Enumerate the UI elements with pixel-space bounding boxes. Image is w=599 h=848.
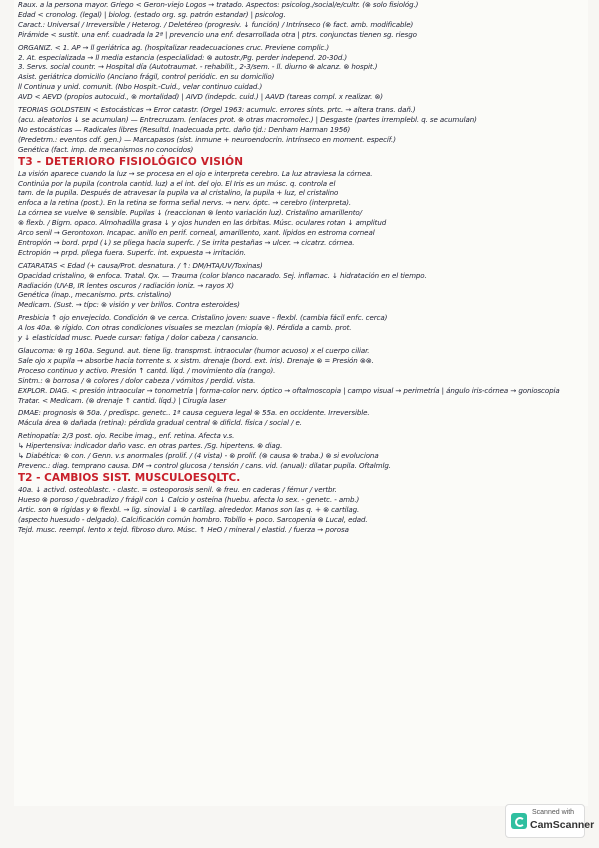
note-line: 3. Servs. social countr. → Hospital día (Autotraumat. - rehabilit., 2-3/sem. - ll. diurno ⊗ alcanz. ⊗ hospit.) (18, 62, 378, 72)
note-line: ↳ Hipertensiva: indicador daño vasc. en otras partes. /Sg. hipertens. ⊗ diag. (18, 441, 283, 451)
camscanner-watermark (505, 804, 595, 838)
note-line: Arco senil → Gerontoxon. Incapac. anillo en perif. corneal, amarillento, xant. lípidos en estroma corneal (18, 228, 375, 238)
note-line: Prevenc.: diag. temprano causa. DM → control glucosa / tensión / cans. vid. (anual): dilatar pupila. Oftalmlg. (18, 460, 391, 470)
note-line: Sintm.: ⊗ borrosa / ⊗ colores / dolor cabeza / vómitos / perdid. vista. (18, 375, 256, 385)
note-line: Genética (inap., mecanismo. prts. cristalino) (18, 290, 172, 300)
camscanner-logo-icon (511, 813, 527, 829)
note-line: Glaucoma: ⊗ rg 160a. Segund. aut. tiene lig. transpmst. intraocular (humor acuoso) x el cuerpo ciliar. (18, 346, 370, 355)
scanner-caption: Scanned with (532, 809, 575, 816)
note-line: Opacidad cristalino, ⊗ enfoca. Tratal. Qx. — Trauma (color blanco nacarado. Sej. inflamac. ↓ hidratación en el tiempo. (18, 270, 427, 280)
note-line: DMAE: prognosis ⊗ 50a. / predispc. genetc.. 1ª causa ceguera legal ⊗ 55a. en occidente. Irreversible. (18, 408, 370, 418)
note-line: Asist. geriátrica domicilio (Anciano frágil, control periódic. en su domicilio) (18, 72, 275, 82)
note-line: Entropión → bord. prpd (↓) se pliega hacia superfc. / Se irrita pestañas → ulcer. → cicatrz. córnea. (18, 237, 355, 247)
note-line: enfoca a la retina (post.). En la retina se forma señal nervs. → nerv. óptc. → cerebro (interpreta). (18, 198, 352, 208)
note-line: (acu. aleatorios ↓ se acumulan) — Entrecruzam. (enlaces prot. ⊗ otras macromolec.) | Desgaste (partes irremplebl. q. se acumulan) (18, 114, 477, 124)
note-line: CATARATAS < Edad (+ causa/Prot. desnatura. / ↑: DM/HTA/UV/Toxinas) (18, 260, 263, 270)
note-line: 2. At. especializada → ll media estancia (especialidad: ⊗ autostr./Pg. perder independ. 20-30d.) (18, 52, 348, 62)
note-line: ll Continua y unid. comunit. (Nbo Hospit.-Cuid., velar continuo cuidad.) (18, 82, 263, 92)
note-line: Proceso continuo y activo. Presión ↑ cantd. líqd. / movimiento día (rango). (18, 365, 276, 375)
note-line: TEORIAS GOLDSTEIN < Estocásticas → Error catastr. (Orgel 1963: acumulc. errores sínts. prtc. → altera trans. dañ.) (18, 105, 416, 115)
section-heading-vision: T3 - DETERIORO FISIOLÓGICO VISIÓN (18, 155, 244, 168)
note-line: Caract.: Universal / Irreversible / Heterog. / Deletéreo (progresiv. ↓ función) / Intrínseco (⊗ fact. amb. modificable) (18, 19, 414, 29)
note-line: Raux. a la persona mayor. Griego < Geron-viejo Logos → tratado. Aspectos: psicolog./social/e/cultr. (⊗ solo fisiológ.) (18, 0, 419, 9)
note-line: Radiación (UV-B, IR lentes oscuros / radiación ioniz. → rayos X) (18, 280, 234, 290)
notes-page (14, 0, 588, 806)
note-line: EXPLOR. DIAG. < presión intraocular → tonometría | forma-color nerv. óptico → oftalmoscopia | campo visual → perimetría | ángulo iris-córnea → gonioscopia (18, 385, 560, 395)
note-line: Hueso ⊗ poroso / quebradizo / frágil con ↓ Calcio y osteína (huebu. afecta lo sex. - genetc. - amb.) (18, 494, 360, 504)
note-line: (aspecto huesudo - delgado). Calcificación común hombro. Tobillo + poco. Sarcopenia ⊗ Lucal, edad. (18, 514, 368, 524)
note-line: Sale ojo x pupila → absorbe hacia torrente s. x sistm. drenaje (bord. ext. iris). Drenaje ⊗ = Presión ⊗⊗. (18, 355, 374, 365)
note-line: La córnea se vuelve ⊗ sensible. Pupilas ↓ (reaccionan ⊗ lento variación luz). Cristalino amarillento/ (18, 208, 362, 218)
note-line: (Predetrm.: eventos cdf. gen.) — Marcapasos (sist. inmune + neuroendocrin. intrínseco en moment. específ.) (18, 134, 396, 144)
note-line: A los 40a. ⊗ rígido. Con otras condiciones visuales se mezclan (miopía ⊗). Pérdida a camb. prot. (18, 323, 352, 333)
note-line: Tejd. musc. reempl. lento x tejd. fibroso duro. Músc. ↑ HeO / mineral / elastid. / fuerza → porosa (18, 524, 349, 534)
note-line: Medicam. (Sust. → típc: ⊗ visión y ver brillos. Contra esteroides) (18, 300, 240, 310)
note-line: La visión aparece cuando la luz → se procesa en el ojo e interpreta cerebro. La luz atraviesa la córnea. (18, 168, 373, 178)
scanner-brand: CamScanner (530, 819, 595, 831)
note-line: Mácula área ⊗ dañada (retina): pérdida gradual central ⊗ dificld. física / social / e. (18, 418, 302, 428)
note-line: Genética (fact. imp. de mecanismos no conocidos) (18, 144, 194, 154)
note-line: Artic. son ⊗ rígidas y ⊗ flexbl. → lig. sinovial ↓ ⊗ cartilag. alrededor. Manos son las q. + ⊗ cartilag. (18, 504, 360, 514)
note-line: ↳ Diabética: ⊗ con. / Genn. v.s anormales (prolif. / (4 vista) - ⊗ prolif. (⊗ causa ⊗ traba.) ⊗ si evoluciona (18, 451, 379, 461)
note-line: Edad < cronolog. (legal) | biolog. (estado org. sg. patrón estandar) | psicolog. (18, 9, 286, 19)
note-line: Tratar. < Medicam. (⊗ drenaje ↑ cantid. líqd.) | Cirugía laser (18, 395, 227, 405)
note-line: Pirámide < sustit. una enf. cuadrada la 2ª | prevencio una enf. desarrollada otra | ptrs. conjunctas tienen sg. riesgo (18, 29, 417, 39)
note-line: AVD < AEVD (propios autocuid., ⊗ mortalidad) | AIVD (indepdc. cuid.) | AAVD (tareas compl. x realizar. ⊗) (18, 92, 383, 102)
note-line: Continúa por la pupila (controla cantid. luz) a el int. del ojo. El Iris es un músc. q. controla el (18, 178, 336, 188)
note-line: tam. de la pupila. Después de atravesar la pupila va al cristalino, la pupila + luz, el cristalino (18, 188, 339, 198)
note-line: ⊗ flexb. / Bigrn. opaco. Almohadilla grasa ↓ y ojos hunden en las órbitas. Músc. oculares rotan ↓ amplitud (18, 218, 387, 228)
note-line: No estocásticas — Radicales libres (Resultd. Inadecuada prtc. daño tjd.: Denham Harman 1956) (18, 124, 351, 134)
section-heading-musculoskeletal: T2 - CAMBIOS SIST. MUSCULOESQLTC. (18, 471, 241, 484)
note-line: y ↓ elasticidad musc. Puede cursar: fatiga / dolor cabeza / cansancio. (18, 333, 259, 343)
note-line: 40a. ↓ activd. osteoblastc. - clastc. = osteoporosis senil. ⊗ freu. en caderas / fémur / vertbr. (18, 484, 337, 494)
note-line: Presbicia ↑ ojo envejecido. Condición ⊗ ve cerca. Cristalino joven: suave - flexbl. (cambia fácil enfc. cerca) (18, 313, 388, 323)
note-line: Ectropión → prpd. pliega fuera. Superfc. int. expuesta → irritación. (18, 247, 246, 257)
note-line: ORGANIZ. < 1. AP → ll geriátrica ag. (hospitalizar readecuaciones cruc. Previene complic.) (18, 42, 330, 52)
note-line: Retinopatía: 2/3 post. ojo. Recibe imag., enf. retina. Afecta v.s. (18, 431, 235, 441)
